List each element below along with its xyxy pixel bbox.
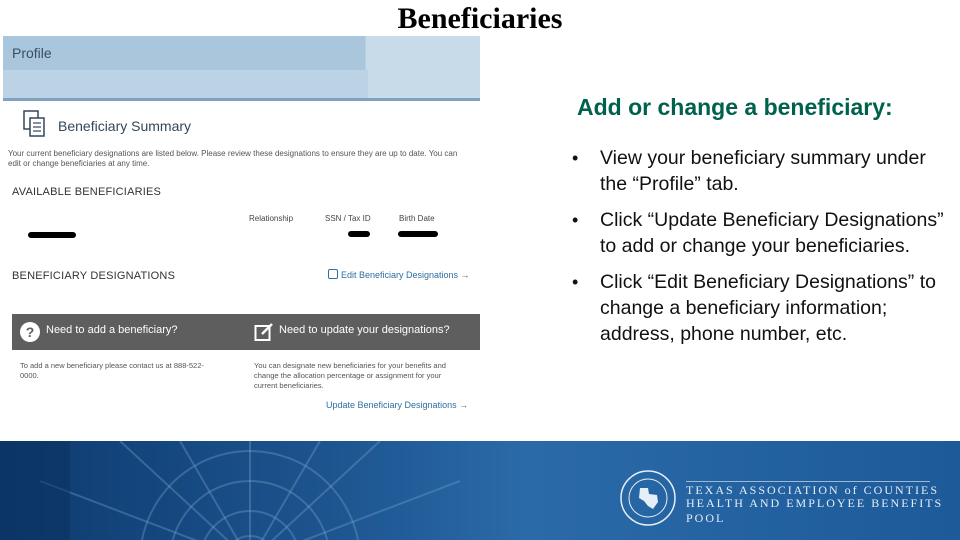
slide-title: Beneficiaries — [397, 2, 563, 35]
instructions-heading: Add or change a beneficiary: — [577, 94, 893, 120]
help-update-description: You can designate new beneficiaries for your benefits and change the allocation percentage or assignment for your current beneficiaries. — [254, 361, 446, 390]
bullet-icon: • — [572, 272, 579, 292]
column-birth-date: Birth Date — [399, 214, 435, 223]
column-ssn: SSN / Tax ID — [325, 214, 371, 223]
edit-square-icon — [254, 322, 274, 342]
list-item-text: Click “Edit Beneficiary Designations” to change a beneficiary information; address, phone number, etc. — [600, 271, 936, 345]
update-designations-link[interactable]: Update Beneficiary Designations → — [326, 400, 469, 410]
beneficiary-designations-label: BENEFICIARY DESIGNATIONS — [12, 270, 176, 282]
org-name-line1: TEXAS ASSOCIATION of COUNTIES — [686, 483, 940, 497]
redacted-name — [28, 232, 76, 238]
available-beneficiaries-label: AVAILABLE BENEFICIARIES — [12, 186, 162, 198]
question-icon: ? — [20, 322, 40, 342]
help-update-label: Need to update your designations? — [279, 324, 450, 336]
org-divider — [686, 481, 930, 482]
summary-title: Beneficiary Summary — [58, 118, 192, 134]
instruction-list — [568, 145, 948, 357]
capitol-dome-decoration — [0, 441, 600, 540]
documents-icon — [22, 109, 48, 139]
org-name-line2: HEALTH AND EMPLOYEE BENEFITS POOL — [686, 496, 944, 525]
bullet-icon: • — [572, 148, 579, 168]
edit-link-label: Edit Beneficiary Designations → — [341, 270, 470, 280]
column-relationship: Relationship — [249, 214, 294, 223]
beneficiary-screenshot — [0, 36, 480, 420]
help-add-label: Need to add a beneficiary? — [46, 324, 178, 336]
list-item — [568, 269, 948, 347]
help-bar — [12, 314, 480, 350]
edit-icon — [328, 269, 338, 279]
redacted-birth-date — [398, 231, 438, 237]
help-add-description: To add a new beneficiary please contact us at 888-522-0000. — [20, 361, 204, 380]
profile-tab[interactable]: Profile — [12, 45, 52, 61]
redacted-ssn — [348, 231, 370, 237]
list-item-text: View your beneficiary summary under the “Profile” tab. — [600, 147, 926, 195]
tac-seal-logo — [618, 468, 678, 528]
edit-designations-link[interactable] — [328, 269, 470, 280]
summary-description: Your current beneficiary designations are listed below. Please review these designations to ensure they are up to date. You can edit or change beneficiaries at any time. — [8, 149, 458, 168]
list-item — [568, 145, 948, 197]
bullet-icon: • — [572, 210, 579, 230]
list-item — [568, 207, 948, 259]
list-item-text: Click “Update Beneficiary Designations” to add or change your beneficiaries. — [600, 209, 944, 257]
profile-header-strip — [3, 70, 368, 98]
